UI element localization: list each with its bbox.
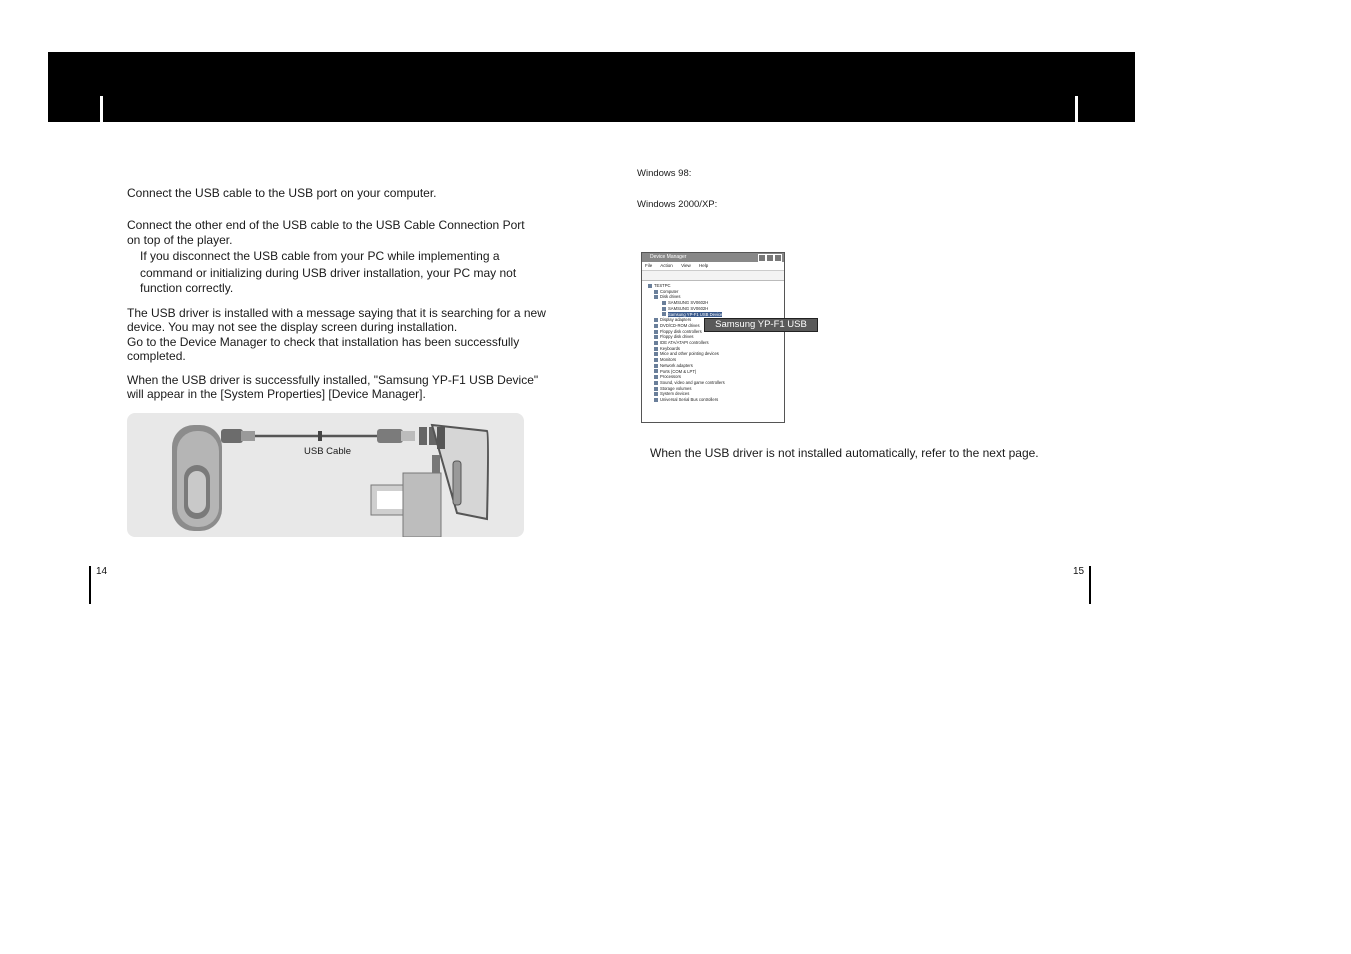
menu-view: View	[681, 263, 691, 268]
floppy-icon	[654, 335, 658, 339]
tree-item: IDE ATA/ATAPI controllers	[642, 340, 784, 346]
keyboard-icon	[654, 347, 658, 351]
usb-icon	[654, 398, 658, 402]
tree-item: Computer	[642, 289, 784, 295]
usb-connection-illustration	[127, 413, 524, 537]
tree-item: Ports (COM & LPT)	[642, 369, 784, 375]
close-icon	[774, 254, 782, 262]
computer-icon	[654, 290, 658, 294]
page-rule-right	[1089, 566, 1091, 604]
tree-item: SAMSUNG SV0602H	[642, 300, 784, 306]
ide-icon	[654, 341, 658, 345]
tree-item: Processors	[642, 374, 784, 380]
cdrom-icon	[654, 324, 658, 328]
tree-item: Disk drives	[642, 294, 784, 300]
monitor-icon	[654, 358, 658, 362]
disk-icon	[662, 307, 666, 311]
header-bar	[48, 52, 1135, 122]
windows-2000-label: Windows 2000/XP:	[637, 199, 718, 210]
display-icon	[654, 318, 658, 322]
tree-item: Keyboards	[642, 346, 784, 352]
tree-item-selected: Samsung YP-F1 USB Device	[642, 312, 784, 318]
step-4-line-1: When the USB driver is successfully installed, "Samsung YP-F1 USB Device"	[127, 373, 539, 387]
tree-item: SAMSUNG SV0602H	[642, 306, 784, 312]
network-icon	[654, 364, 658, 368]
step-3-line-3: Go to the Device Manager to check that installation has been successfully	[127, 335, 520, 349]
disk-icon	[654, 295, 658, 299]
disk-icon	[662, 301, 666, 305]
step-4-line-2: will appear in the [System Properties] [Device Manager].	[127, 387, 426, 401]
disk-icon	[662, 312, 666, 316]
floppy-icon	[654, 330, 658, 334]
tree-item: Sound, video and game controllers	[642, 380, 784, 386]
tree-item: Display adapters	[642, 317, 784, 323]
tree-item: Floppy disk controllers	[642, 329, 784, 335]
page-number-left: 14	[96, 566, 108, 577]
processor-icon	[654, 375, 658, 379]
tree-item: Floppy disk drives	[642, 334, 784, 340]
page-number-right: 15	[1073, 566, 1085, 577]
tree-item: Mice and other pointing devices	[642, 351, 784, 357]
tree-item: Universal Serial Bus controllers	[642, 397, 784, 403]
step-3-line-1: The USB driver is installed with a message saying that it is searching for a new	[127, 306, 546, 320]
minimize-icon	[758, 254, 766, 262]
device-manager-menubar	[642, 262, 784, 271]
device-manager-titlebar	[642, 253, 784, 262]
mouse-icon	[654, 352, 658, 356]
player-plug	[221, 429, 243, 443]
note-line-2: command or initializing during USB driver installation, your PC may not	[140, 266, 517, 280]
menu-help: Help	[699, 263, 709, 268]
page-rule-left	[89, 566, 91, 604]
header-tick-left	[100, 96, 103, 122]
usb-device-callout: Samsung YP-F1 USB Device	[704, 318, 818, 332]
bottom-note: When the USB driver is not installed automatically, refer to the next page.	[650, 446, 1039, 460]
device-manager-toolbar	[642, 271, 784, 281]
step-3-line-2: device. You may not see the display screen during installation.	[127, 320, 458, 334]
pc-case	[403, 473, 441, 537]
note-line-3: function correctly.	[140, 281, 234, 295]
maximize-icon	[766, 254, 774, 262]
tree-item: Network adapters	[642, 363, 784, 369]
tree-item: Storage volumes	[642, 386, 784, 392]
cable-ferrite	[318, 431, 322, 441]
usb-plug	[377, 429, 403, 443]
note-line-1: If you disconnect the USB cable from your PC while implementing a	[140, 249, 500, 263]
usb-connection-drawing	[127, 413, 524, 537]
step-2-text: Connect the other end of the USB cable to the USB Cable Connection Port on top of the player.	[127, 218, 525, 247]
tree-item: TESTPC	[642, 283, 784, 289]
menu-file: File	[645, 263, 653, 268]
header-tick-right	[1075, 96, 1078, 122]
tree-item: System devices	[642, 391, 784, 397]
computer-icon	[648, 284, 652, 288]
step-1-text: Connect the USB cable to the USB port on your computer.	[127, 186, 437, 200]
tree-item: Monitors	[642, 357, 784, 363]
sound-icon	[654, 381, 658, 385]
step-3-line-4: completed.	[127, 349, 186, 363]
device-manager-title: Device Manager	[650, 254, 687, 260]
system-icon	[654, 392, 658, 396]
port-icon	[654, 369, 658, 373]
tree-item: DVD/CD-ROM drives	[642, 323, 784, 329]
storage-icon	[654, 387, 658, 391]
menu-action: Action	[660, 263, 673, 268]
usb-cable-label: USB Cable	[304, 446, 351, 457]
windows-98-label: Windows 98:	[637, 168, 692, 179]
